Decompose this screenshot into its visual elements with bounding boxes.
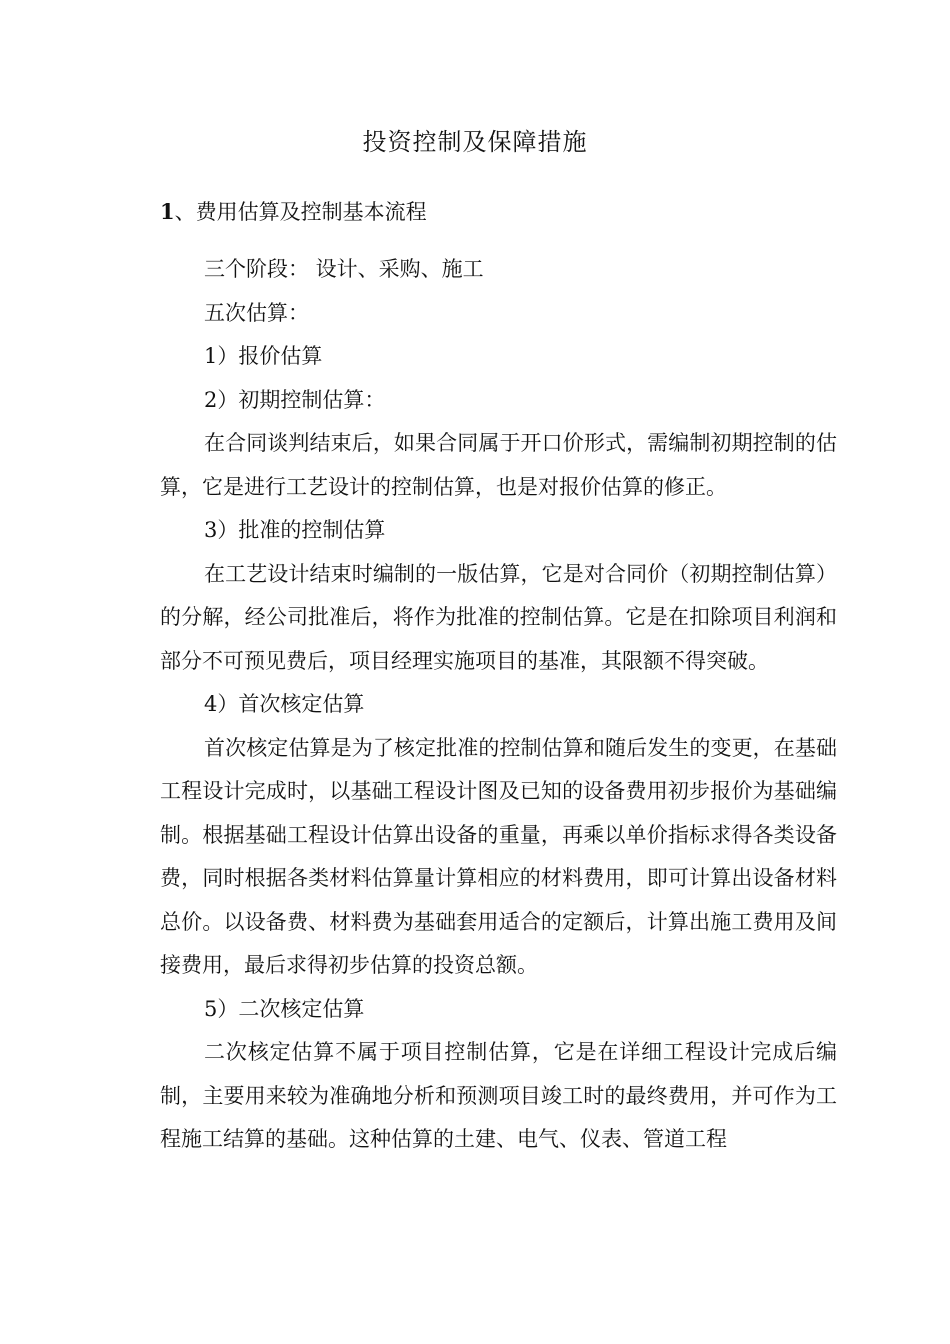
estimates-line: 五次估算：: [204, 300, 309, 325]
document-body: [160, 248, 837, 1162]
list-item-quote-estimate: 1）报价估算: [204, 344, 323, 368]
document-title: 投资控制及保障措施: [362, 128, 588, 156]
section-number: 1: [160, 199, 175, 224]
list-item-initial-control-estimate: 2）初期控制估算：: [204, 387, 386, 412]
section-heading-text: 、费用估算及控制基本流程: [174, 200, 427, 224]
paragraph-approved-control: 在工艺设计结束时编制的一版估算，它是对合同价（初期控制估算）的分解，经公司批准后，将作为批准的控制估算。它是在扣除项目利润和部分不可预见费后，项目经理实施项目的基准，其限额不得突破。: [160, 561, 837, 673]
list-item-approved-control-estimate: 3）批准的控制估算: [204, 518, 386, 542]
section-heading: [160, 196, 427, 228]
paragraph-first-verified: 首次核定估算是为了核定批准的控制估算和随后发生的变更，在基础工程设计完成时，以基础工程设计图及已知的设备费用初步报价为基础编制。根据基础工程设计估算出设备的重量，再乘以单价指标求得各类设备费，同时根据各类材料估算量计算相应的材料费用，即可计算出设备材料总价。以设备费、材料费为基础套用适合的定额后，计算出施工费用及间接费用，最后求得初步估算的投资总额。: [160, 735, 837, 977]
stages-line: 三个阶段： 设计、采购、施工: [204, 257, 484, 281]
paragraph-second-verified: 二次核定估算不属于项目控制估算，它是在详细工程设计完成后编制，主要用来较为准确地分析和预测项目竣工时的最终费用，并可作为工程施工结算的基础。这种估算的土建、电气、仪表、管道工程: [160, 1040, 837, 1151]
list-item-first-verified-estimate: 4）首次核定估算: [204, 692, 365, 716]
list-item-second-verified-estimate: 5）二次核定估算: [204, 996, 365, 1021]
paragraph-initial-control: 在合同谈判结束后，如果合同属于开口价形式，需编制初期控制的估算，它是进行工艺设计的控制估算，也是对报价估算的修正。: [160, 431, 837, 499]
